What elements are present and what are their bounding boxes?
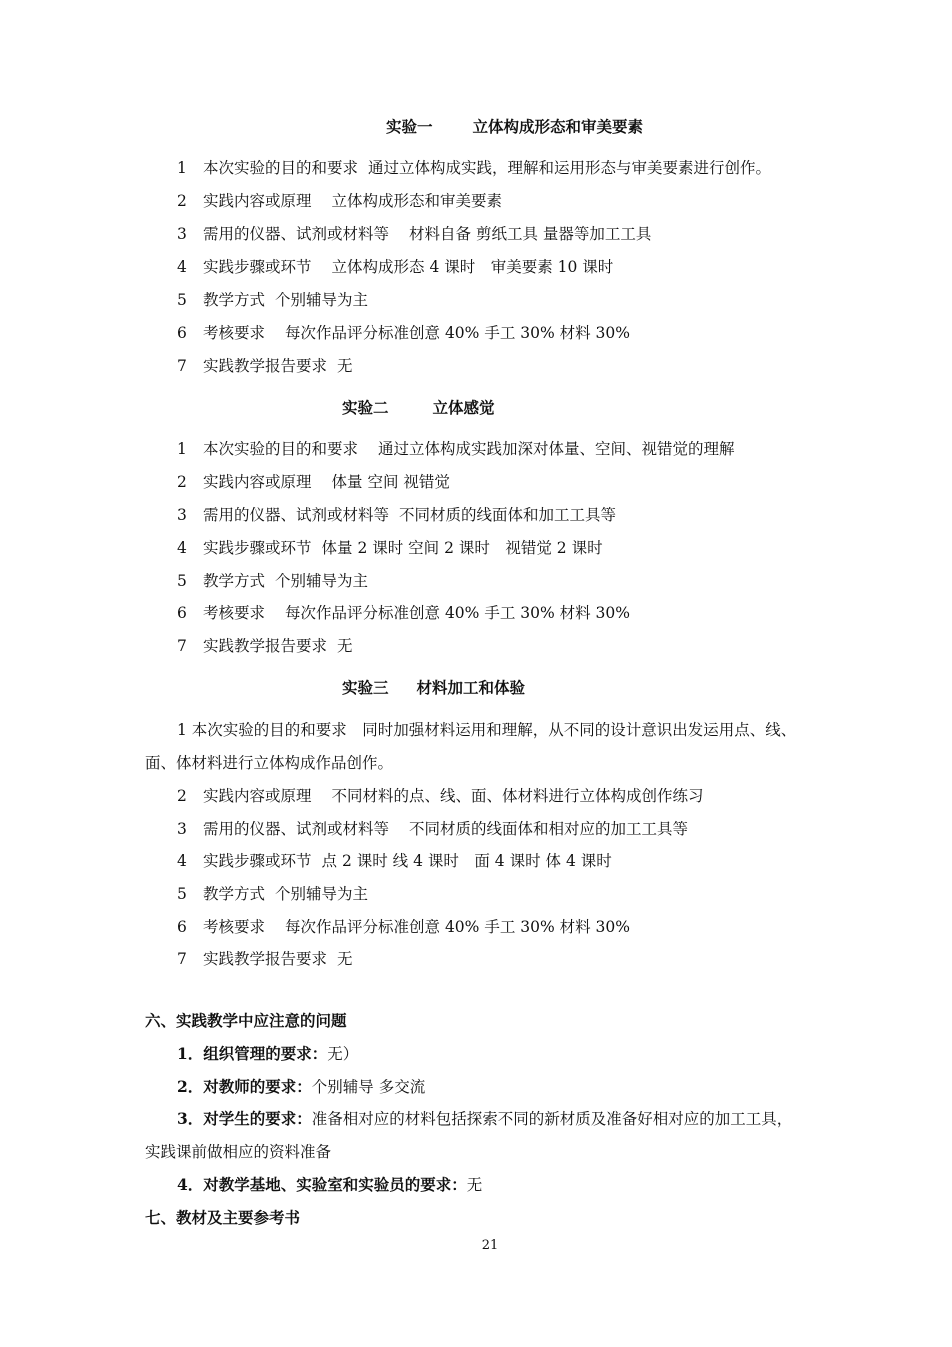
- exp3-item-7: 7 实践教学报告要求 无: [177, 950, 353, 968]
- exp3-title: [342, 678, 525, 698]
- section-6-item-1: 1．组织管理的要求：无）: [177, 1044, 359, 1063]
- exp3-title-number: 实验三: [342, 678, 389, 697]
- exp3-title-name: 材料加工和体验: [416, 678, 526, 697]
- exp1-title-name: 立体构成形态和审美要素: [472, 117, 644, 136]
- section-6-item-2: 2．对教师的要求：个别辅导 多交流: [177, 1077, 426, 1096]
- page-number: 21: [481, 1238, 499, 1253]
- exp1-item-7: 7 实践教学报告要求 无: [177, 357, 353, 375]
- section-6-item-3: 3．对学生的要求：准备相对应的材料包括探索不同的新材质及准备好相对应的加工工具，: [177, 1109, 793, 1128]
- exp3-item-2: 2 实践内容或原理 不同材料的点、线、面、体材料进行立体构成创作练习: [177, 787, 704, 805]
- section-6-item-4: 4．对教学基地、实验室和实验员的要求：无: [177, 1175, 483, 1194]
- exp2-item-6: 6 考核要求 每次作品评分标准创意 40% 手工 30% 材料 30%: [177, 604, 631, 622]
- exp3-item-1-line-2: 面、体材料进行立体构成作品创作。: [145, 754, 394, 772]
- exp1-item-5: 5 教学方式 个别辅导为主: [177, 291, 369, 309]
- exp3-item-4: 4 实践步骤或环节 点 2 课时 线 4 课时 面 4 课时 体 4 课时: [177, 852, 612, 870]
- exp2-item-2: 2 实践内容或原理 体量 空间 视错觉: [177, 473, 450, 491]
- exp3-item-6: 6 考核要求 每次作品评分标准创意 40% 手工 30% 材料 30%: [177, 918, 631, 936]
- exp1-item-2: 2 实践内容或原理 立体构成形态和审美要素: [177, 192, 503, 210]
- exp2-title: [342, 398, 495, 418]
- exp2-title-name: 立体感觉: [432, 398, 495, 417]
- exp3-item-3: 3 需用的仪器、试剂或材料等 不同材质的线面体和相对应的加工工具等: [177, 820, 689, 838]
- exp1-item-6: 6 考核要求 每次作品评分标准创意 40% 手工 30% 材料 30%: [177, 324, 631, 342]
- exp1-item-3: 3 需用的仪器、试剂或材料等 材料自备 剪纸工具 量器等加工工具: [177, 225, 652, 243]
- exp2-item-4: 4 实践步骤或环节 体量 2 课时 空间 2 课时 视错觉 2 课时: [177, 539, 603, 557]
- exp1-title: [386, 117, 643, 137]
- exp2-item-1: 1 本次实验的目的和要求 通过立体构成实践加深对体量、空间、视错觉的理解: [177, 440, 735, 458]
- section-7-heading: 七、教材及主要参考书: [145, 1208, 301, 1227]
- section-6-item-3-line-2: 实践课前做相应的资料准备: [145, 1143, 332, 1161]
- exp1-title-number: 实验一: [386, 117, 433, 136]
- exp3-item-5: 5 教学方式 个别辅导为主: [177, 885, 369, 903]
- exp2-item-3: 3 需用的仪器、试剂或材料等 不同材质的线面体和加工工具等: [177, 506, 617, 524]
- exp2-item-5: 5 教学方式 个别辅导为主: [177, 572, 369, 590]
- exp1-item-1: 1 本次实验的目的和要求 通过立体构成实践，理解和运用形态与审美要素进行创作。: [177, 159, 772, 177]
- exp2-item-7: 7 实践教学报告要求 无: [177, 637, 353, 655]
- exp3-item-1-line-1: 1 本次实验的目的和要求 同时加强材料运用和理解，从不同的设计意识出发运用点、线、: [177, 721, 797, 739]
- section-6-heading: 六、实践教学中应注意的问题: [145, 1011, 347, 1030]
- exp2-title-number: 实验二: [342, 398, 389, 417]
- exp1-item-4: 4 实践步骤或环节 立体构成形态 4 课时 审美要素 10 课时: [177, 258, 614, 276]
